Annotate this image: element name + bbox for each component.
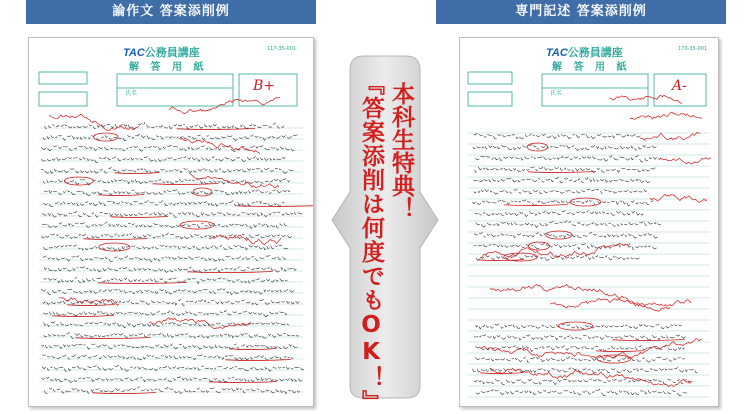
- badge-title: 本科生特典！: [388, 82, 414, 220]
- grade-mark: B+: [253, 78, 276, 94]
- sheet-code: 117-35-001: [267, 46, 297, 52]
- name-label: 氏名: [125, 90, 138, 97]
- brand-logo: TAC公務員講座: [546, 47, 623, 59]
- form-title: 解 答 用 紙: [552, 62, 631, 73]
- double-arrow-badge-shape: [332, 56, 438, 398]
- form-title: 解 答 用 紙: [129, 62, 208, 73]
- badge-subtitle: 『答案添削は何度でもOK！』: [358, 72, 384, 414]
- specialized-answer-sheet: [459, 37, 719, 407]
- grade-mark: A-: [672, 78, 687, 94]
- name-label: 氏名: [550, 90, 563, 97]
- header-right-specialized-example: 専門記述 答案添削例: [436, 0, 726, 24]
- header-left-essay-example: 論作文 答案添削例: [26, 0, 316, 24]
- specialized-handwriting-drawing: [460, 38, 718, 406]
- essay-handwriting-drawing: [29, 38, 313, 406]
- brand-logo: TAC公務員講座: [123, 47, 200, 59]
- essay-answer-sheet: [28, 37, 314, 407]
- sheet-code: 170-35-001: [678, 46, 708, 52]
